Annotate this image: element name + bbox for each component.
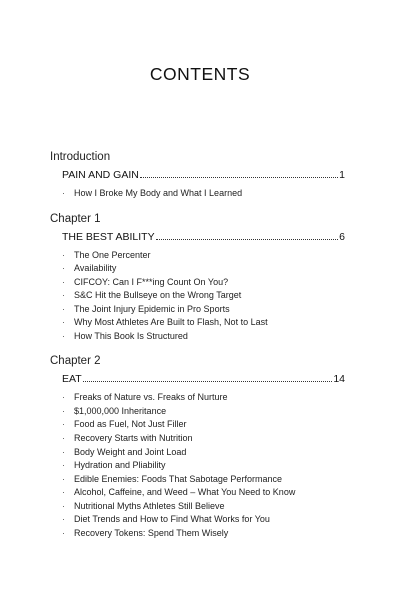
- section-title: Food as Fuel, Not Just Filler: [74, 419, 187, 430]
- section-title: Nutritional Myths Athletes Still Believe: [74, 500, 225, 511]
- chapter-label: Introduction: [50, 151, 111, 163]
- section-title: Diet Trends and How to Find What Works for You: [74, 514, 270, 525]
- section-list: [50, 391, 345, 540]
- dot-leader: [83, 380, 333, 382]
- list-item: [62, 187, 345, 201]
- list-item: [62, 473, 345, 487]
- list-item: [62, 405, 345, 419]
- list-item: [62, 513, 345, 527]
- section-title: How I Broke My Body and What I Learned: [74, 188, 243, 198]
- bullet-icon: ·: [62, 303, 65, 314]
- section-list: [50, 249, 345, 344]
- section-title: Availability: [74, 263, 117, 274]
- bullet-icon: ·: [62, 276, 65, 287]
- list-item: [62, 500, 345, 514]
- toc-chapter-1: [50, 212, 345, 344]
- list-item: [62, 262, 345, 276]
- toc-entry[interactable]: [62, 168, 345, 182]
- section-title: Alcohol, Caffeine, and Weed – What You Need to Know: [74, 487, 296, 498]
- bullet-icon: ·: [62, 330, 65, 341]
- section-title: The Joint Injury Epidemic in Pro Sports: [74, 303, 230, 314]
- list-item: [62, 276, 345, 290]
- bullet-icon: ·: [62, 405, 65, 416]
- bullet-icon: ·: [62, 433, 65, 444]
- list-item: [62, 249, 345, 263]
- list-item: [62, 432, 345, 446]
- section-title: Hydration and Pliability: [74, 460, 166, 471]
- table-of-contents: [50, 150, 345, 551]
- section-title: CIFCOY: Can I F***ing Count On You?: [74, 276, 229, 287]
- entry-title: EAT: [62, 373, 82, 386]
- bullet-icon: ·: [62, 460, 65, 471]
- list-item: [62, 446, 345, 460]
- section-title: How This Book Is Structured: [74, 330, 188, 341]
- bullet-icon: ·: [62, 263, 65, 274]
- list-item: [62, 289, 345, 303]
- page-title: CONTENTS: [149, 64, 251, 84]
- section-title: The One Percenter: [74, 249, 151, 260]
- entry-page-number: 1: [339, 169, 345, 181]
- section-title: Recovery Tokens: Spend Them Wisely: [74, 527, 229, 538]
- list-item: [62, 418, 345, 432]
- section-title: S&C Hit the Bullseye on the Wrong Target: [74, 290, 242, 301]
- bullet-icon: ·: [62, 419, 65, 430]
- bullet-icon: ·: [62, 249, 65, 260]
- bullet-icon: ·: [62, 392, 65, 403]
- list-item: [62, 330, 345, 344]
- dot-leader: [140, 176, 338, 178]
- chapter-label: Chapter 1: [50, 212, 101, 225]
- toc-entry[interactable]: [62, 372, 345, 386]
- entry-title: THE BEST ABILITY: [62, 230, 155, 243]
- list-item: [62, 303, 345, 317]
- bullet-icon: ·: [62, 290, 65, 301]
- dot-leader: [156, 238, 339, 240]
- list-item: [62, 459, 345, 473]
- list-item: [62, 486, 345, 500]
- list-item: [62, 527, 345, 541]
- chapter-label: Chapter 2: [50, 355, 101, 368]
- section-title: Body Weight and Joint Load: [74, 446, 187, 457]
- list-item: [62, 391, 345, 405]
- section-title: Edible Enemies: Foods That Sabotage Performance: [74, 473, 282, 484]
- entry-page-number: 14: [333, 373, 345, 386]
- toc-chapter-2: [50, 354, 345, 540]
- bullet-icon: ·: [62, 500, 65, 511]
- entry-title: PAIN AND GAIN: [62, 169, 139, 181]
- bullet-icon: ·: [62, 514, 65, 525]
- bullet-icon: ·: [62, 527, 65, 538]
- section-title: Why Most Athletes Are Built to Flash, Not to Last: [74, 317, 268, 328]
- bullet-icon: ·: [62, 317, 65, 328]
- section-title: Recovery Starts with Nutrition: [74, 433, 193, 444]
- bullet-icon: ·: [62, 446, 65, 457]
- toc-entry[interactable]: [62, 230, 345, 244]
- section-title: $1,000,000 Inheritance: [74, 405, 167, 416]
- section-list: [50, 187, 345, 201]
- bullet-icon: ·: [62, 487, 65, 498]
- list-item: [62, 316, 345, 330]
- toc-chapter-introduction: [50, 150, 345, 201]
- bullet-icon: ·: [62, 188, 65, 198]
- bullet-icon: ·: [62, 473, 65, 484]
- section-title: Freaks of Nature vs. Freaks of Nurture: [74, 392, 228, 403]
- entry-page-number: 6: [339, 230, 345, 243]
